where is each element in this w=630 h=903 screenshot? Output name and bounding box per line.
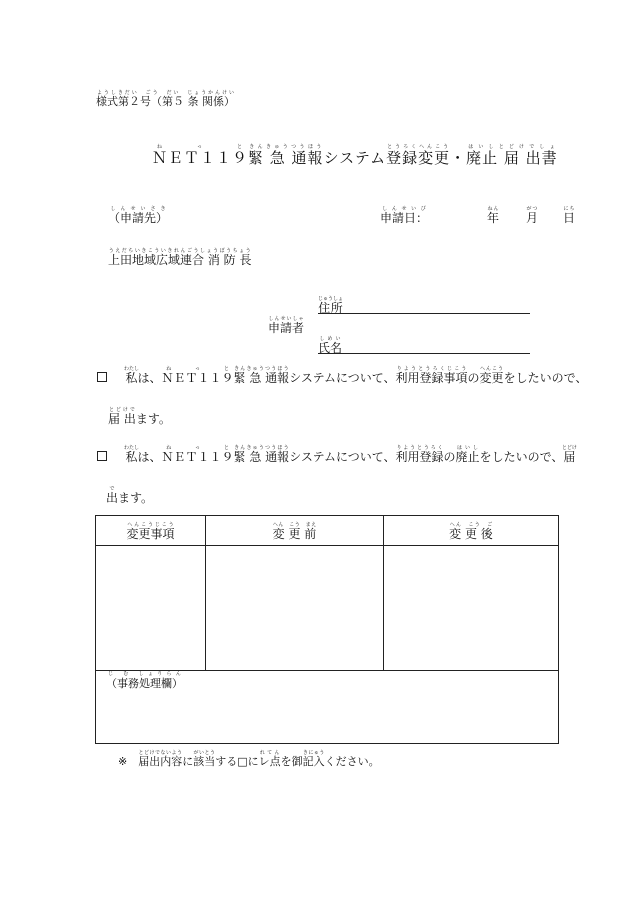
apply-date-label: 申請日：しんせいび — [380, 206, 429, 225]
change-table — [95, 515, 559, 744]
applicant-to-label: （申請先）しんせいさき — [108, 206, 169, 225]
option-abolish-text: 私わたしは、ＮＥＴ１１９ね っ と緊 急 通報きんきゅうつうほうシステムについて、利用登録りようとうろくの廃止はいしをしたいので、届とどけ — [124, 445, 577, 464]
col-change-item: 変更事項へんこうじこう — [96, 516, 206, 546]
addressee: 上田地域広域連合 消 防 長うえだちいきこういきれんごうしょうぼうちょう — [108, 248, 252, 267]
change-item-cell[interactable] — [96, 546, 206, 671]
name-field[interactable] — [318, 353, 530, 354]
col-after: 変 更 後へん こう ご — [384, 516, 559, 546]
after-cell[interactable] — [384, 546, 559, 671]
address-field[interactable] — [318, 313, 530, 314]
change-checkbox[interactable] — [97, 372, 107, 382]
office-use-area: （事務処理欄）じ む しょりらん — [96, 671, 559, 744]
apply-date-day: 日にち — [563, 206, 576, 225]
abolish-checkbox[interactable] — [97, 451, 107, 461]
name-label: 氏名しめい — [318, 336, 343, 355]
apply-date-month: 月がつ — [526, 206, 539, 225]
apply-date-year: 年ねん — [487, 206, 500, 225]
page-title: ＮＥＴ１１９ね っ と緊 急 通報きんきゅうつうほうシステム登録変更とうろくへんこう・廃止 届 出書はいしとどけでしょ — [152, 144, 558, 167]
col-before: 変 更 前へん こう まえ — [206, 516, 384, 546]
option-abolish-text-cont: 出でます。 — [106, 486, 154, 505]
form-number: 様式第２号（第５ 条 関係）ようしきだい ごう だい じょうかんけい — [96, 90, 235, 108]
instruction-note: ※ 届出内容とどけでないように該当がいとうする□にレ点れてんを御記入きにゅうください。 — [118, 750, 380, 768]
address-label: 住所じゅうしょ — [318, 296, 344, 315]
applicant-label: 申請者しんせいしゃ — [268, 316, 305, 335]
option-change-text: 私わたしは、ＮＥＴ１１９ね っ と緊 急 通報きんきゅうつうほうシステムについて、利用登録事項りようとうろくじこうの変更へんこうをしたいので、 — [124, 366, 588, 385]
before-cell[interactable] — [206, 546, 384, 671]
option-change-text-cont: 届 出とどけでます。 — [108, 407, 171, 426]
